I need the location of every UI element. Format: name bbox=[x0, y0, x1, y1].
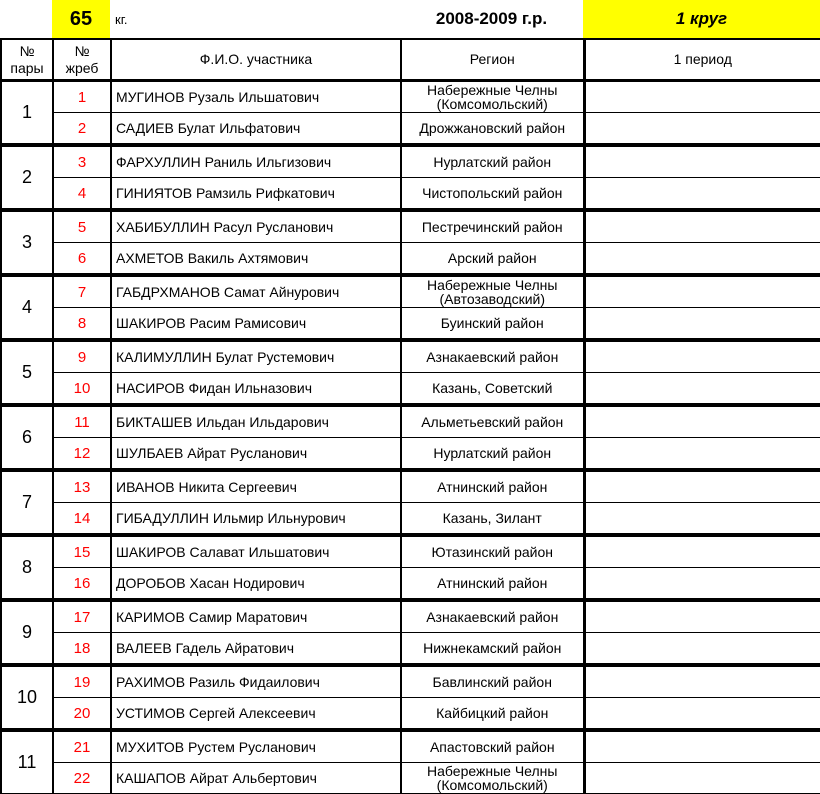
period-result-cell[interactable] bbox=[584, 763, 820, 794]
pair-number-cell: 3 bbox=[1, 210, 53, 275]
participant-name-cell[interactable]: УСТИМОВ Сергей Алексеевич bbox=[111, 698, 401, 731]
pair-number-cell: 7 bbox=[1, 470, 53, 535]
region-line: Набережные Челны bbox=[427, 763, 558, 779]
draw-number-cell: 10 bbox=[53, 373, 111, 406]
period-result-cell[interactable] bbox=[584, 81, 820, 113]
period-result-cell[interactable] bbox=[584, 113, 820, 146]
draw-number-cell: 13 bbox=[53, 470, 111, 503]
region-cell[interactable]: Казань, Советский bbox=[401, 373, 584, 406]
period-result-cell[interactable] bbox=[584, 405, 820, 438]
pair-number-cell: 1 bbox=[1, 81, 53, 146]
draw-number-cell: 16 bbox=[53, 568, 111, 601]
draw-number-cell: 6 bbox=[53, 243, 111, 276]
header-name: Ф.И.О. участника bbox=[111, 39, 401, 81]
table-row bbox=[1, 275, 820, 308]
draw-table bbox=[0, 38, 820, 794]
table-row bbox=[1, 113, 820, 146]
header-pair-no bbox=[1, 39, 53, 81]
header-draw-no-line1: № bbox=[74, 42, 90, 59]
participant-name-cell[interactable]: НАСИРОВ Фидан Ильназович bbox=[111, 373, 401, 406]
period-result-cell[interactable] bbox=[584, 535, 820, 568]
table-header-row bbox=[1, 39, 820, 81]
header-region: Регион bbox=[401, 39, 584, 81]
participant-name-cell[interactable]: ИВАНОВ Никита Сергеевич bbox=[111, 470, 401, 503]
pair-number-cell: 9 bbox=[1, 600, 53, 665]
region-cell[interactable]: Кайбицкий район bbox=[401, 698, 584, 731]
participant-name-cell[interactable]: ШАКИРОВ Расим Рамисович bbox=[111, 308, 401, 341]
region-cell[interactable] bbox=[401, 81, 584, 113]
region-cell[interactable]: Дрожжановский район bbox=[401, 113, 584, 146]
participant-name-cell[interactable]: КАШАПОВ Айрат Альбертович bbox=[111, 763, 401, 794]
draw-number-cell: 9 bbox=[53, 340, 111, 373]
draw-number-cell: 4 bbox=[53, 178, 111, 211]
period-result-cell[interactable] bbox=[584, 373, 820, 406]
period-result-cell[interactable] bbox=[584, 210, 820, 243]
period-result-cell[interactable] bbox=[584, 340, 820, 373]
participant-name-cell[interactable]: ШУЛБАЕВ Айрат Русланович bbox=[111, 438, 401, 471]
region-cell[interactable] bbox=[401, 763, 584, 794]
table-row bbox=[1, 243, 820, 276]
participant-name-cell[interactable]: РАХИМОВ Разиль Фидаилович bbox=[111, 665, 401, 698]
period-result-cell[interactable] bbox=[584, 730, 820, 763]
period-result-cell[interactable] bbox=[584, 470, 820, 503]
period-result-cell[interactable] bbox=[584, 243, 820, 276]
period-result-cell[interactable] bbox=[584, 275, 820, 308]
region-cell[interactable]: Бавлинский район bbox=[401, 665, 584, 698]
participant-name-cell[interactable]: САДИЕВ Булат Ильфатович bbox=[111, 113, 401, 146]
round-cell[interactable]: 1 круг bbox=[583, 0, 820, 38]
table-row bbox=[1, 535, 820, 568]
draw-number-cell: 22 bbox=[53, 763, 111, 794]
region-cell[interactable]: Ютазинский район bbox=[401, 535, 584, 568]
birth-years-label: 2008-2009 г.р. bbox=[435, 9, 548, 28]
header-draw-no-line2: жреб bbox=[65, 59, 99, 76]
weight-unit-label: кг. bbox=[115, 11, 128, 27]
draw-number-cell: 1 bbox=[53, 81, 111, 113]
table-row bbox=[1, 438, 820, 471]
table-row bbox=[1, 698, 820, 731]
region-cell[interactable] bbox=[401, 275, 584, 308]
pair-number-cell: 5 bbox=[1, 340, 53, 405]
table-row bbox=[1, 568, 820, 601]
pair-number-cell: 10 bbox=[1, 665, 53, 730]
draw-number-cell: 12 bbox=[53, 438, 111, 471]
table-row bbox=[1, 600, 820, 633]
region-line: Набережные Челны bbox=[427, 82, 558, 98]
region-cell[interactable]: Нурлатский район bbox=[401, 145, 584, 178]
pair-number-cell: 11 bbox=[1, 730, 53, 794]
participant-name-cell[interactable]: ФАРХУЛЛИН Раниль Ильгизович bbox=[111, 145, 401, 178]
period-result-cell[interactable] bbox=[584, 178, 820, 211]
participant-name-cell[interactable]: ШАКИРОВ Салават Ильшатович bbox=[111, 535, 401, 568]
table-row bbox=[1, 730, 820, 763]
region-cell[interactable]: Арский район bbox=[401, 243, 584, 276]
period-result-cell[interactable] bbox=[584, 145, 820, 178]
draw-number-cell: 19 bbox=[53, 665, 111, 698]
period-result-cell[interactable] bbox=[584, 568, 820, 601]
header-pair-no-line2: пары bbox=[10, 59, 44, 76]
weight-category-cell[interactable]: 65 bbox=[52, 0, 110, 38]
table-row bbox=[1, 210, 820, 243]
region-line: (Комсомольский) bbox=[436, 777, 548, 793]
region-cell[interactable]: Азнакаевский район bbox=[401, 340, 584, 373]
participant-name-cell[interactable]: ГАБДРХМАНОВ Самат Айнурович bbox=[111, 275, 401, 308]
region-cell[interactable]: Азнакаевский район bbox=[401, 600, 584, 633]
draw-number-cell: 18 bbox=[53, 633, 111, 666]
participant-name-cell[interactable]: МУХИТОВ Рустем Русланович bbox=[111, 730, 401, 763]
participant-name-cell[interactable]: КАЛИМУЛЛИН Булат Рустемович bbox=[111, 340, 401, 373]
table-row bbox=[1, 145, 820, 178]
participant-name-cell[interactable]: КАРИМОВ Самир Маратович bbox=[111, 600, 401, 633]
participant-name-cell[interactable]: ДОРОБОВ Хасан Нодирович bbox=[111, 568, 401, 601]
pair-number-cell: 8 bbox=[1, 535, 53, 600]
table-row bbox=[1, 763, 820, 794]
region-line: (Комсомольский) bbox=[436, 96, 548, 112]
table-body bbox=[1, 81, 820, 794]
pair-number-cell: 4 bbox=[1, 275, 53, 340]
draw-number-cell: 17 bbox=[53, 600, 111, 633]
table-row bbox=[1, 308, 820, 341]
period-result-cell[interactable] bbox=[584, 308, 820, 341]
period-result-cell[interactable] bbox=[584, 600, 820, 633]
region-cell[interactable]: Атнинский район bbox=[401, 470, 584, 503]
draw-number-cell: 2 bbox=[53, 113, 111, 146]
participant-name-cell[interactable]: ХАБИБУЛЛИН Расул Русланович bbox=[111, 210, 401, 243]
header-draw-no bbox=[53, 39, 111, 81]
region-line: Набережные Челны bbox=[427, 277, 558, 293]
header-pair-no-line1: № bbox=[19, 42, 35, 59]
region-cell[interactable]: Альметьевский район bbox=[401, 405, 584, 438]
table-row bbox=[1, 81, 820, 113]
table-row bbox=[1, 665, 820, 698]
draw-number-cell: 8 bbox=[53, 308, 111, 341]
table-row bbox=[1, 633, 820, 666]
sheet-title-bar bbox=[0, 0, 820, 38]
period-result-cell[interactable] bbox=[584, 438, 820, 471]
table-row bbox=[1, 470, 820, 503]
table-row bbox=[1, 373, 820, 406]
draw-number-cell: 21 bbox=[53, 730, 111, 763]
region-cell[interactable]: Чистопольский район bbox=[401, 178, 584, 211]
draw-number-cell: 14 bbox=[53, 503, 111, 536]
region-cell[interactable]: Нурлатский район bbox=[401, 438, 584, 471]
period-result-cell[interactable] bbox=[584, 665, 820, 698]
participant-name-cell[interactable]: ВАЛЕЕВ Гадель Айратович bbox=[111, 633, 401, 666]
draw-number-cell: 15 bbox=[53, 535, 111, 568]
region-cell[interactable]: Казань, Зилант bbox=[401, 503, 584, 536]
draw-number-cell: 11 bbox=[53, 405, 111, 438]
region-line: (Автозаводский) bbox=[439, 291, 546, 307]
participant-name-cell[interactable]: МУГИНОВ Рузаль Ильшатович bbox=[111, 81, 401, 113]
draw-number-cell: 5 bbox=[53, 210, 111, 243]
draw-number-cell: 20 bbox=[53, 698, 111, 731]
region-cell[interactable]: Буинский район bbox=[401, 308, 584, 341]
participant-name-cell[interactable]: ГИБАДУЛЛИН Ильмир Ильнурович bbox=[111, 503, 401, 536]
table-row bbox=[1, 405, 820, 438]
region-cell[interactable]: Пестречинский район bbox=[401, 210, 584, 243]
table-row bbox=[1, 503, 820, 536]
period-result-cell[interactable] bbox=[584, 503, 820, 536]
region-cell[interactable]: Атнинский район bbox=[401, 568, 584, 601]
header-period: 1 период bbox=[584, 39, 820, 81]
region-cell[interactable]: Апастовский район bbox=[401, 730, 584, 763]
table-row bbox=[1, 178, 820, 211]
pair-number-cell: 2 bbox=[1, 145, 53, 210]
participant-name-cell[interactable]: АХМЕТОВ Вакиль Ахтямович bbox=[111, 243, 401, 276]
pair-number-cell: 6 bbox=[1, 405, 53, 470]
table-row bbox=[1, 340, 820, 373]
period-result-cell[interactable] bbox=[584, 633, 820, 666]
draw-number-cell: 3 bbox=[53, 145, 111, 178]
draw-number-cell: 7 bbox=[53, 275, 111, 308]
participant-name-cell[interactable]: БИКТАШЕВ Ильдан Ильдарович bbox=[111, 405, 401, 438]
region-cell[interactable]: Нижнекамский район bbox=[401, 633, 584, 666]
participant-name-cell[interactable]: ГИНИЯТОВ Рамзиль Рифкатович bbox=[111, 178, 401, 211]
period-result-cell[interactable] bbox=[584, 698, 820, 731]
